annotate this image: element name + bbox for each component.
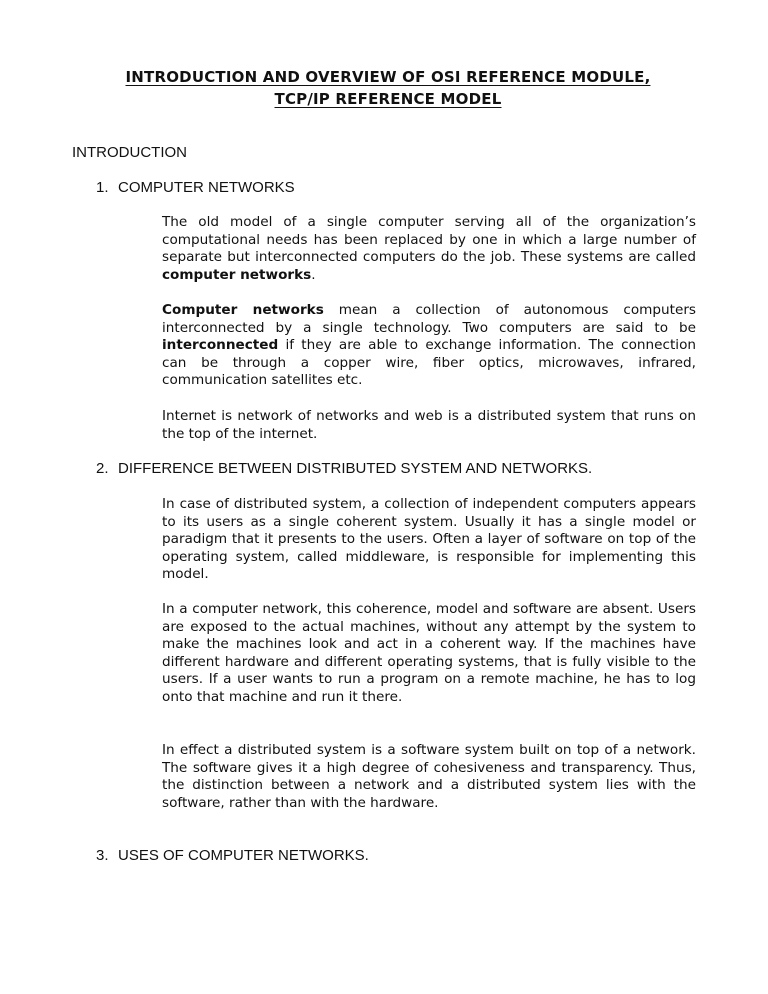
paragraph-in-effect: In effect a distributed system is a software system built on top of a network. The software gives it a high degree of cohesiveness and transparency. Thus, the distinction between a network and a distributed system lies with the software, rather than with the hardware. [162,742,696,811]
list-item-heading-uses [96,847,369,865]
list-item-heading-computer-networks [96,179,295,197]
paragraph-text: mean a collection of autonomous computers interconnected by a single technology. Two computers are said to be [162,302,696,336]
list-item-number: 2. [96,460,109,477]
document-title [40,66,736,110]
paragraph-text: . [311,266,316,283]
paragraph-text: if they are able to exchange information. The connection can be through a copper wire, fiber optics, microwaves, infrared, communication satellites etc. [162,337,696,389]
paragraph-internet: Internet is network of networks and web is a distributed system that runs on the top of the internet. [162,408,696,442]
paragraph-distributed-system: In case of distributed system, a collection of independent computers appears to its users as a single coherent system. Usually it has a single model or paradigm that it presents to the users. Often a layer of software on top of the operating system, called middleware, is responsible for implementing this model. [162,496,696,583]
list-item-heading-difference [96,460,592,478]
section-heading-introduction: INTRODUCTION [72,144,187,161]
paragraph-old-model [162,214,696,284]
paragraph-computer-network-coherence: In a computer network, this coherence, model and software are absent. Users are exposed to the actual machines, without any attempt by the system to make the machines look and act in a coherent way. If the machines have different hardware and different operating systems, that is fully visible to the users. If a user wants to run a program on a remote machine, he has to log onto that machine and run it there. [162,601,696,705]
paragraph-text: The old model of a single computer serving all of the organization’s computational needs has been replaced by one in which a large number of separate but interconnected computers do the job. These systems are called [162,214,696,266]
list-item-heading-text: DIFFERENCE BETWEEN DISTRIBUTED SYSTEM AND NETWORKS. [118,460,593,477]
list-item-number: 3. [96,847,109,864]
list-item-heading-text: COMPUTER NETWORKS [118,179,295,196]
title-line-1: INTRODUCTION AND OVERVIEW OF OSI REFERENCE MODULE, [125,68,651,86]
bold-term-computer-networks: computer networks [162,266,312,283]
bold-term-interconnected: interconnected [162,337,279,354]
list-item-number: 1. [96,179,109,196]
list-item-heading-text: USES OF COMPUTER NETWORKS. [118,847,369,864]
title-line-2: TCP/IP REFERENCE MODEL [274,90,502,108]
bold-term-computer-networks: Computer networks [162,302,324,318]
paragraph-computer-networks-definition [162,302,696,390]
